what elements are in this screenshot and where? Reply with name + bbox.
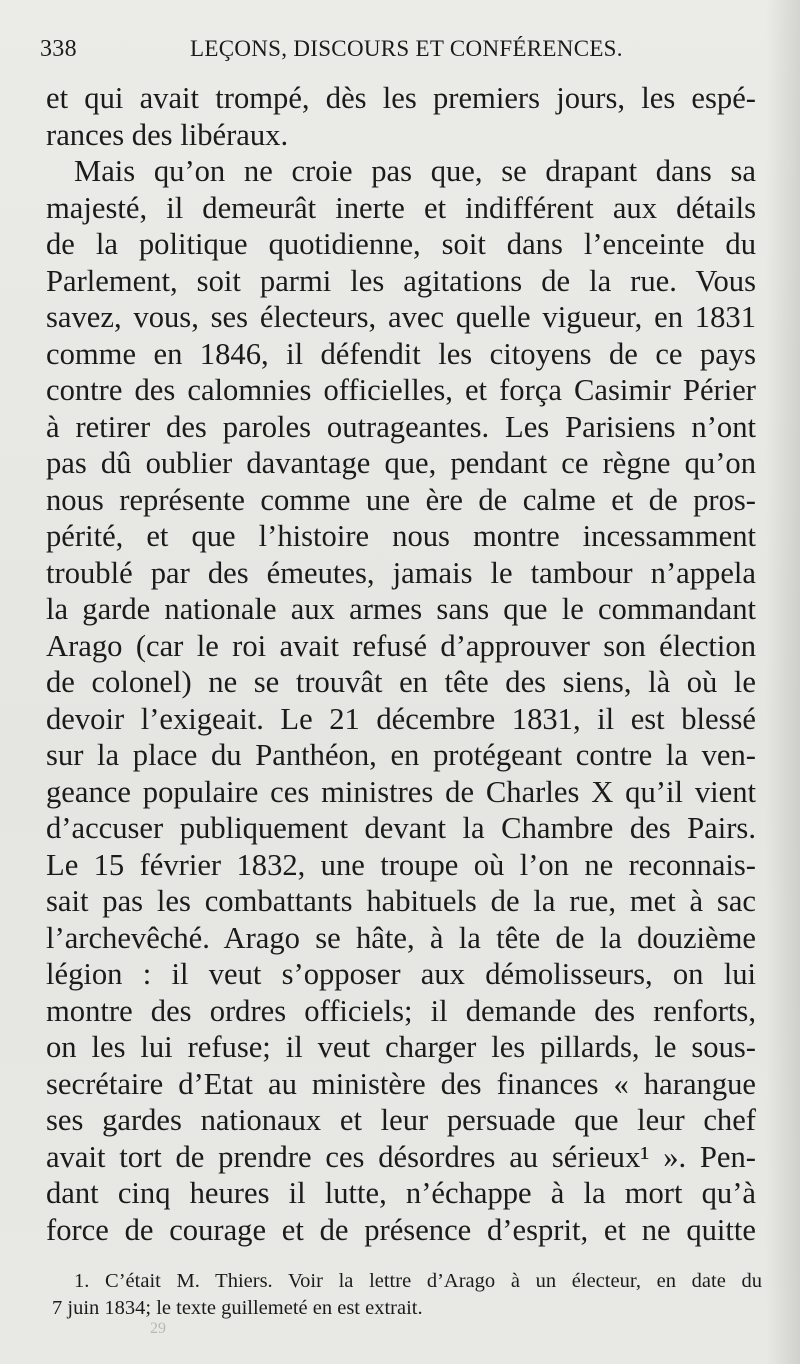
text-line: force de courage et de présence d’esprit, et ne quitte	[46, 1212, 756, 1247]
paragraph-start: Mais qu’on ne croie pas que, se drapant dans sa	[74, 154, 756, 188]
text-line: la garde nationale aux armes sans que le commandant	[46, 592, 756, 626]
text-line: majesté, il demeurât inerte et indifférent aux détails	[46, 190, 756, 225]
footnote-line: 1. C’était M. Thiers. Voir la lettre d’Arago à un électeur, en date du	[74, 1270, 762, 1292]
text-line: d’accuser publiquement devant la Chambre des Pairs.	[46, 811, 756, 845]
text-line: sait pas les combattants habituels de la rue, met à sac	[46, 884, 756, 918]
text-line: savez, vous, ses électeurs, avec quelle vigueur, en 1831	[46, 300, 756, 334]
text-line: légion : il veut s’opposer aux démolisseurs, on lui	[46, 957, 756, 991]
text-line: devoir l’exigeait. Le 21 décembre 1831, il est blessé	[46, 701, 756, 736]
text-line: troublé par des émeutes, jamais le tambour n’appela	[46, 555, 756, 590]
body-text	[46, 80, 756, 1248]
text-line: à retirer des paroles outrageantes. Les Parisiens n’ont	[46, 409, 756, 444]
page-number: 338	[40, 36, 77, 62]
text-line: avait tort de prendre ces désordres au sérieux¹ ». Pen-	[46, 1139, 756, 1174]
printer-signature-mark: 29	[150, 1320, 166, 1337]
text-line: de colonel) ne se trouvât en tête des siens, là où le	[46, 665, 756, 699]
text-line: geance populaire ces ministres de Charles X qu’il vient	[46, 774, 756, 809]
text-line: ses gardes nationaux et leur persuade que leur chef	[46, 1103, 756, 1137]
text-line: Le 15 février 1832, une troupe où l’on ne reconnais-	[46, 847, 756, 882]
text-line: de la politique quotidienne, soit dans l’enceinte du	[46, 227, 756, 261]
text-line: dant cinq heures il lutte, n’échappe à la mort qu’à	[46, 1176, 756, 1210]
running-head: LEÇONS, DISCOURS ET CONFÉRENCES.	[190, 36, 623, 61]
text-line: et qui avait trompé, dès les premiers jours, les espé-	[46, 81, 756, 115]
text-line: rances des libéraux.	[46, 117, 289, 152]
text-line: pas dû oublier davantage que, pendant ce règne qu’on	[46, 446, 756, 480]
text-line: périté, et que l’histoire nous montre incessamment	[46, 519, 756, 553]
text-line: Arago (car le roi avait refusé d’approuver son élection	[46, 628, 756, 663]
text-line: montre des ordres officiels; il demande des renforts,	[46, 993, 756, 1028]
footnote-line: 7 juin 1834; le texte guillemeté en est extrait.	[52, 1297, 423, 1319]
text-line: comme en 1846, il défendit les citoyens de ce pays	[46, 336, 756, 371]
text-line: contre des calomnies officielles, et força Casimir Périer	[46, 373, 756, 407]
page-header	[40, 36, 760, 63]
footnote-block	[52, 1268, 762, 1322]
text-line: on les lui refuse; il veut charger les pillards, le sous-	[46, 1030, 756, 1064]
text-line: nous représente comme une ère de calme et de pros-	[46, 482, 756, 517]
text-line: secrétaire d’Etat au ministère des finances « harangue	[46, 1066, 756, 1101]
text-line: Parlement, soit parmi les agitations de la rue. Vous	[46, 263, 756, 298]
text-line: sur la place du Panthéon, en protégeant contre la ven-	[46, 738, 756, 772]
text-line: l’archevêché. Arago se hâte, à la tête de la douzième	[46, 920, 756, 955]
